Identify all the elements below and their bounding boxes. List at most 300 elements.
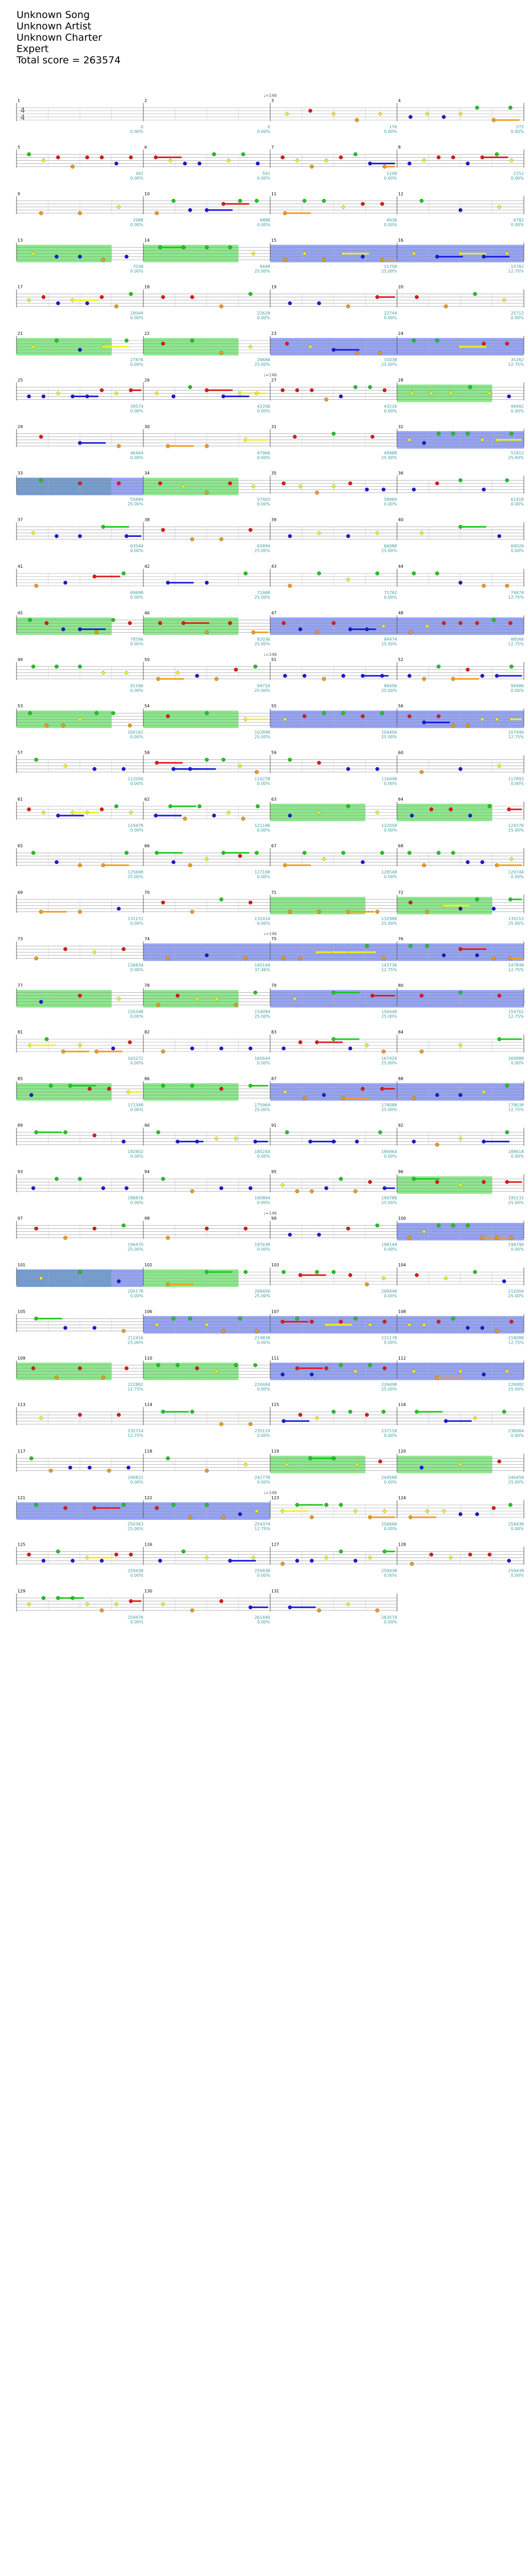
- note: [498, 994, 501, 997]
- note: [254, 665, 257, 668]
- song-charter: Unknown Charter: [16, 32, 102, 43]
- measure-number: 85: [18, 1076, 23, 1081]
- note: [507, 395, 511, 398]
- measure-score: 88566: [510, 637, 524, 642]
- note: [39, 479, 43, 482]
- note-yellow: [117, 997, 121, 1001]
- measure-score: 42206: [257, 404, 270, 409]
- note-yellow: [114, 391, 119, 395]
- note: [468, 385, 472, 389]
- note: [324, 1187, 328, 1190]
- note: [317, 761, 321, 765]
- time-signature-bottom: 4: [20, 114, 25, 122]
- measure-percent: 25.00%: [254, 688, 270, 693]
- note: [322, 199, 326, 202]
- measure-score: 71468: [257, 590, 270, 595]
- note: [466, 162, 470, 165]
- measure-score: 196470: [127, 1242, 143, 1247]
- note: [505, 342, 509, 345]
- note: [458, 907, 462, 910]
- note-yellow: [117, 205, 121, 209]
- measure-percent: 0.00%: [384, 1573, 397, 1578]
- note: [244, 957, 248, 960]
- measure-number: 24: [398, 331, 404, 336]
- note: [176, 994, 179, 997]
- note: [95, 711, 98, 715]
- note: [288, 758, 292, 761]
- measure-percent: 0.00%: [257, 502, 270, 507]
- note: [509, 665, 513, 668]
- note: [495, 1236, 499, 1240]
- note: [39, 435, 43, 438]
- note: [281, 1562, 285, 1566]
- measure-percent: 0.00%: [510, 1527, 524, 1531]
- note: [355, 118, 359, 122]
- note: [425, 944, 429, 948]
- note: [481, 674, 484, 677]
- measure-score: 49988: [384, 450, 397, 455]
- measure-percent: 25.00%: [508, 1294, 524, 1298]
- note-yellow: [317, 531, 321, 535]
- note: [78, 211, 81, 215]
- measure-score: 119478: [127, 823, 143, 828]
- measure-number: 55: [271, 704, 277, 709]
- measure-percent: 0.00%: [510, 874, 524, 879]
- tempo-marker: ♩=146: [263, 1490, 277, 1495]
- measure-number: 76: [398, 937, 404, 942]
- measure-score: 15782: [510, 264, 524, 269]
- note: [354, 385, 357, 389]
- note: [78, 1177, 81, 1181]
- note: [303, 199, 306, 202]
- measure-percent: 12.75%: [508, 1107, 524, 1112]
- note-yellow: [458, 1137, 463, 1141]
- note: [95, 631, 98, 634]
- note: [188, 1515, 192, 1519]
- note: [241, 152, 245, 156]
- note: [437, 851, 440, 855]
- measure-number: 12: [398, 191, 404, 196]
- measure-score: 0: [140, 125, 143, 129]
- measure-score: 127188: [254, 870, 270, 875]
- note: [368, 1363, 372, 1367]
- measure-percent: 12.75%: [127, 1386, 143, 1392]
- note: [238, 199, 242, 202]
- note: [451, 156, 455, 159]
- tempo-marker: ♩=146: [263, 652, 277, 657]
- note: [122, 1140, 125, 1143]
- note: [111, 711, 115, 715]
- measure-percent: 0.00%: [384, 222, 397, 227]
- measure-score: 147848: [508, 963, 524, 968]
- note-yellow: [214, 1137, 219, 1141]
- note: [466, 1326, 470, 1330]
- measure-number: 118: [144, 1449, 153, 1454]
- note: [288, 814, 292, 817]
- measure-percent: 0.00%: [257, 222, 270, 227]
- measure-percent: 0.00%: [510, 1061, 524, 1065]
- note: [100, 295, 104, 299]
- measure-percent: 25.00%: [254, 1014, 270, 1019]
- note-yellow: [114, 1602, 119, 1606]
- measure-number: 59: [271, 750, 277, 755]
- note: [55, 860, 58, 864]
- measure-score: 4888: [259, 217, 270, 223]
- note: [365, 944, 369, 948]
- measure-percent: 0.00%: [130, 1294, 143, 1298]
- note: [212, 814, 216, 817]
- measure-number: 37: [18, 517, 23, 522]
- note: [409, 901, 412, 904]
- note: [244, 571, 248, 575]
- note: [409, 115, 412, 118]
- measure-percent: 0.00%: [130, 548, 143, 553]
- note: [55, 534, 58, 538]
- measure-number: 123: [271, 1496, 279, 1500]
- measure-score: 57402: [257, 497, 270, 502]
- note: [228, 621, 232, 625]
- note: [341, 711, 345, 715]
- note: [466, 432, 470, 435]
- measure-number: 10: [144, 191, 150, 196]
- measure-number: 40: [398, 517, 404, 522]
- note-yellow: [298, 484, 302, 488]
- measure-percent: 0.00%: [257, 874, 270, 879]
- measure-number: 14: [144, 238, 150, 243]
- note: [55, 1177, 58, 1181]
- note: [361, 860, 365, 864]
- note-yellow: [155, 391, 159, 395]
- note: [346, 1227, 350, 1230]
- measure-number: 80: [398, 983, 404, 988]
- note: [420, 1049, 423, 1053]
- measure-number: 25: [18, 378, 23, 383]
- measure-percent: 0.00%: [257, 781, 270, 786]
- note: [317, 1233, 321, 1236]
- note: [435, 1143, 439, 1146]
- measure-score: 140144: [254, 963, 270, 968]
- measure-number: 66: [144, 843, 150, 849]
- measure-number: 74: [144, 937, 150, 942]
- note-yellow: [497, 205, 501, 209]
- note: [349, 1273, 352, 1277]
- note: [205, 711, 208, 715]
- measure-number: 22: [144, 331, 150, 336]
- note: [161, 1049, 165, 1053]
- measure-percent: 12.75%: [508, 362, 524, 367]
- note: [205, 246, 208, 249]
- note: [78, 482, 81, 485]
- note: [475, 897, 479, 901]
- measure-score: 31038: [384, 358, 397, 362]
- note: [212, 152, 216, 156]
- note: [42, 1559, 45, 1563]
- note: [381, 202, 384, 206]
- measure-percent: 0.00%: [257, 315, 270, 320]
- note: [234, 1363, 238, 1367]
- measure-percent: 0.00%: [257, 1247, 270, 1252]
- measure-score: 22628: [257, 311, 270, 316]
- measure-percent: 0.00%: [130, 362, 143, 367]
- measure-percent: 25.00%: [381, 1061, 397, 1065]
- note: [78, 1270, 81, 1274]
- measure-number: 20: [398, 284, 404, 290]
- measure-number: 125: [18, 1542, 26, 1547]
- measure-score: 116448: [381, 776, 397, 782]
- measure-score: 165644: [254, 1056, 270, 1061]
- note: [458, 479, 462, 482]
- measure-score: 178088: [381, 1103, 397, 1108]
- note: [102, 1187, 105, 1190]
- note: [282, 1046, 286, 1050]
- note: [122, 947, 125, 951]
- measure-number: 47: [271, 611, 277, 616]
- note: [412, 338, 416, 342]
- measure-percent: 25.00%: [381, 455, 397, 460]
- note: [505, 479, 509, 482]
- note: [190, 295, 194, 299]
- measure-score: 96456: [384, 683, 397, 688]
- note: [49, 1469, 53, 1472]
- note: [249, 1422, 252, 1426]
- song-artist: Unknown Artist: [16, 21, 92, 32]
- note-yellow: [422, 158, 426, 162]
- note: [408, 674, 411, 677]
- measure-score: 218088: [508, 1335, 524, 1341]
- note-yellow: [85, 1602, 89, 1606]
- note: [71, 1559, 74, 1563]
- note: [129, 1553, 133, 1556]
- note-yellow: [101, 671, 105, 675]
- note-yellow: [315, 1416, 319, 1420]
- measure-number: 121: [18, 1496, 26, 1500]
- note: [288, 910, 292, 913]
- measure-percent: 0.00%: [130, 828, 143, 833]
- measure-percent: 0.00%: [510, 129, 524, 134]
- note: [383, 388, 386, 392]
- measure-score: 136834: [127, 963, 143, 968]
- measure-number: 39: [271, 517, 277, 522]
- note: [283, 258, 287, 262]
- measure-percent: 0.00%: [257, 409, 270, 414]
- note: [451, 851, 455, 855]
- measure-percent: 0.00%: [384, 1433, 397, 1438]
- measure-percent: 12.75%: [508, 1340, 524, 1345]
- note: [31, 851, 35, 855]
- measure-number: 95: [271, 1170, 277, 1175]
- measure-score: 211004: [508, 1289, 524, 1294]
- measure-number: 26: [144, 378, 150, 383]
- note: [295, 1190, 299, 1193]
- note: [475, 1512, 479, 1516]
- note: [449, 807, 453, 811]
- note: [324, 1503, 328, 1506]
- measure-number: 107: [271, 1309, 279, 1314]
- measure-number: 78: [144, 983, 150, 988]
- measure-number: 115: [271, 1402, 279, 1408]
- measure-number: 7: [271, 145, 274, 150]
- measure-score: 22744: [384, 311, 397, 316]
- song-difficulty: Expert: [16, 43, 49, 55]
- measure-score: 238064: [508, 1429, 524, 1434]
- measure-percent: 12.75%: [254, 1527, 270, 1531]
- note: [315, 631, 319, 634]
- measure-number: 103: [271, 1263, 279, 1267]
- note: [458, 1512, 462, 1516]
- measure-score: 6782: [513, 217, 524, 223]
- measure-number: 41: [18, 564, 23, 569]
- note: [488, 804, 491, 808]
- note-yellow: [458, 1043, 463, 1047]
- measure-percent: 0.00%: [384, 176, 397, 181]
- note-yellow: [324, 158, 328, 162]
- note: [420, 994, 423, 997]
- note: [86, 395, 89, 398]
- note-yellow: [251, 251, 255, 256]
- measure-number: 126: [144, 1542, 153, 1547]
- measure-percent: 25.00%: [381, 1107, 397, 1112]
- measure-number: 131: [271, 1588, 279, 1594]
- measure-percent: 0.00%: [130, 1061, 143, 1065]
- note-yellow: [226, 158, 230, 162]
- note: [295, 1559, 299, 1563]
- note: [35, 957, 38, 960]
- note-yellow: [444, 1276, 448, 1280]
- note: [128, 724, 131, 727]
- measure-percent: 0.00%: [510, 409, 524, 414]
- note: [339, 156, 343, 159]
- note-yellow: [226, 810, 230, 815]
- note: [505, 1130, 509, 1134]
- measure-percent: 25.00%: [381, 1386, 397, 1392]
- measure-score: 342: [135, 171, 143, 176]
- note: [368, 385, 372, 389]
- note: [127, 1466, 130, 1469]
- note: [354, 1317, 357, 1320]
- note: [125, 1366, 128, 1370]
- note: [125, 851, 128, 855]
- measure-percent: 25.00%: [381, 688, 397, 693]
- note: [509, 1320, 513, 1324]
- note: [299, 957, 302, 960]
- measure-number: 44: [398, 564, 404, 569]
- measure-number: 42: [144, 564, 150, 569]
- note: [205, 581, 208, 584]
- note: [492, 1506, 496, 1510]
- note: [310, 1190, 314, 1193]
- note: [451, 1224, 455, 1227]
- note: [315, 491, 319, 495]
- note-yellow: [243, 1463, 248, 1467]
- note: [310, 165, 314, 168]
- measure-number: 49: [18, 657, 23, 662]
- measure-number: 106: [144, 1309, 153, 1314]
- note-yellow: [368, 1555, 372, 1560]
- note: [161, 295, 165, 299]
- measure-score: 63544: [130, 544, 143, 549]
- note: [308, 109, 312, 112]
- measure-number: 84: [398, 1030, 404, 1035]
- note: [55, 338, 58, 342]
- note: [100, 807, 104, 811]
- note: [27, 152, 31, 156]
- measure-score: 171348: [127, 1103, 143, 1108]
- note-yellow: [92, 950, 96, 954]
- note: [255, 199, 258, 202]
- note: [55, 1376, 58, 1379]
- note: [102, 1376, 105, 1379]
- note: [122, 1503, 125, 1506]
- measure-number: 45: [18, 611, 23, 616]
- measure-number: 89: [18, 1123, 23, 1128]
- measure-score: 66088: [384, 544, 397, 549]
- note: [183, 162, 187, 165]
- note: [249, 1187, 252, 1190]
- measure-number: 83: [271, 1030, 277, 1035]
- measure-percent: 25.00%: [127, 874, 143, 879]
- measure-score: 112056: [127, 776, 143, 782]
- measure-number: 27: [271, 378, 277, 383]
- measure-number: 113: [18, 1402, 26, 1408]
- measure-percent: 25.00%: [127, 1247, 143, 1252]
- note: [482, 488, 486, 492]
- measure-score: 2988: [133, 217, 143, 223]
- measure-percent: 12.75%: [508, 595, 524, 600]
- note: [468, 1553, 472, 1556]
- measure-percent: 0.00%: [384, 1154, 397, 1159]
- note: [412, 1140, 416, 1143]
- measure-number: 11: [271, 191, 277, 196]
- note: [437, 715, 440, 718]
- note: [444, 304, 448, 308]
- note: [492, 957, 496, 960]
- measure-score: 175964: [254, 1103, 270, 1108]
- note: [435, 1093, 439, 1097]
- measure-score: 25712: [510, 311, 524, 316]
- note: [283, 674, 287, 677]
- note: [288, 301, 292, 305]
- measure-number: 6: [144, 145, 147, 150]
- note: [63, 1130, 67, 1134]
- note: [129, 156, 133, 159]
- note: [420, 199, 423, 202]
- note-yellow: [255, 391, 259, 395]
- song-title: Unknown Song: [16, 9, 90, 21]
- measure-score: 84474: [384, 637, 397, 642]
- note: [437, 432, 440, 435]
- note: [408, 715, 411, 718]
- measure-percent: 37.46%: [254, 968, 270, 973]
- note: [322, 1093, 326, 1097]
- measure-number: 124: [398, 1496, 406, 1500]
- note: [166, 1236, 170, 1240]
- note-yellow: [442, 1509, 446, 1513]
- note: [220, 304, 223, 308]
- measure-score: 176: [389, 125, 397, 129]
- note-yellow: [509, 158, 514, 162]
- measure-number: 57: [18, 750, 23, 755]
- note: [28, 711, 32, 715]
- note: [355, 351, 359, 354]
- note: [435, 338, 439, 342]
- note: [161, 342, 165, 345]
- note: [341, 851, 345, 855]
- note: [332, 1270, 335, 1274]
- measure-number: 23: [271, 331, 277, 336]
- measure-number: 79: [271, 983, 277, 988]
- note: [288, 584, 292, 587]
- measure-number: 16: [398, 238, 404, 243]
